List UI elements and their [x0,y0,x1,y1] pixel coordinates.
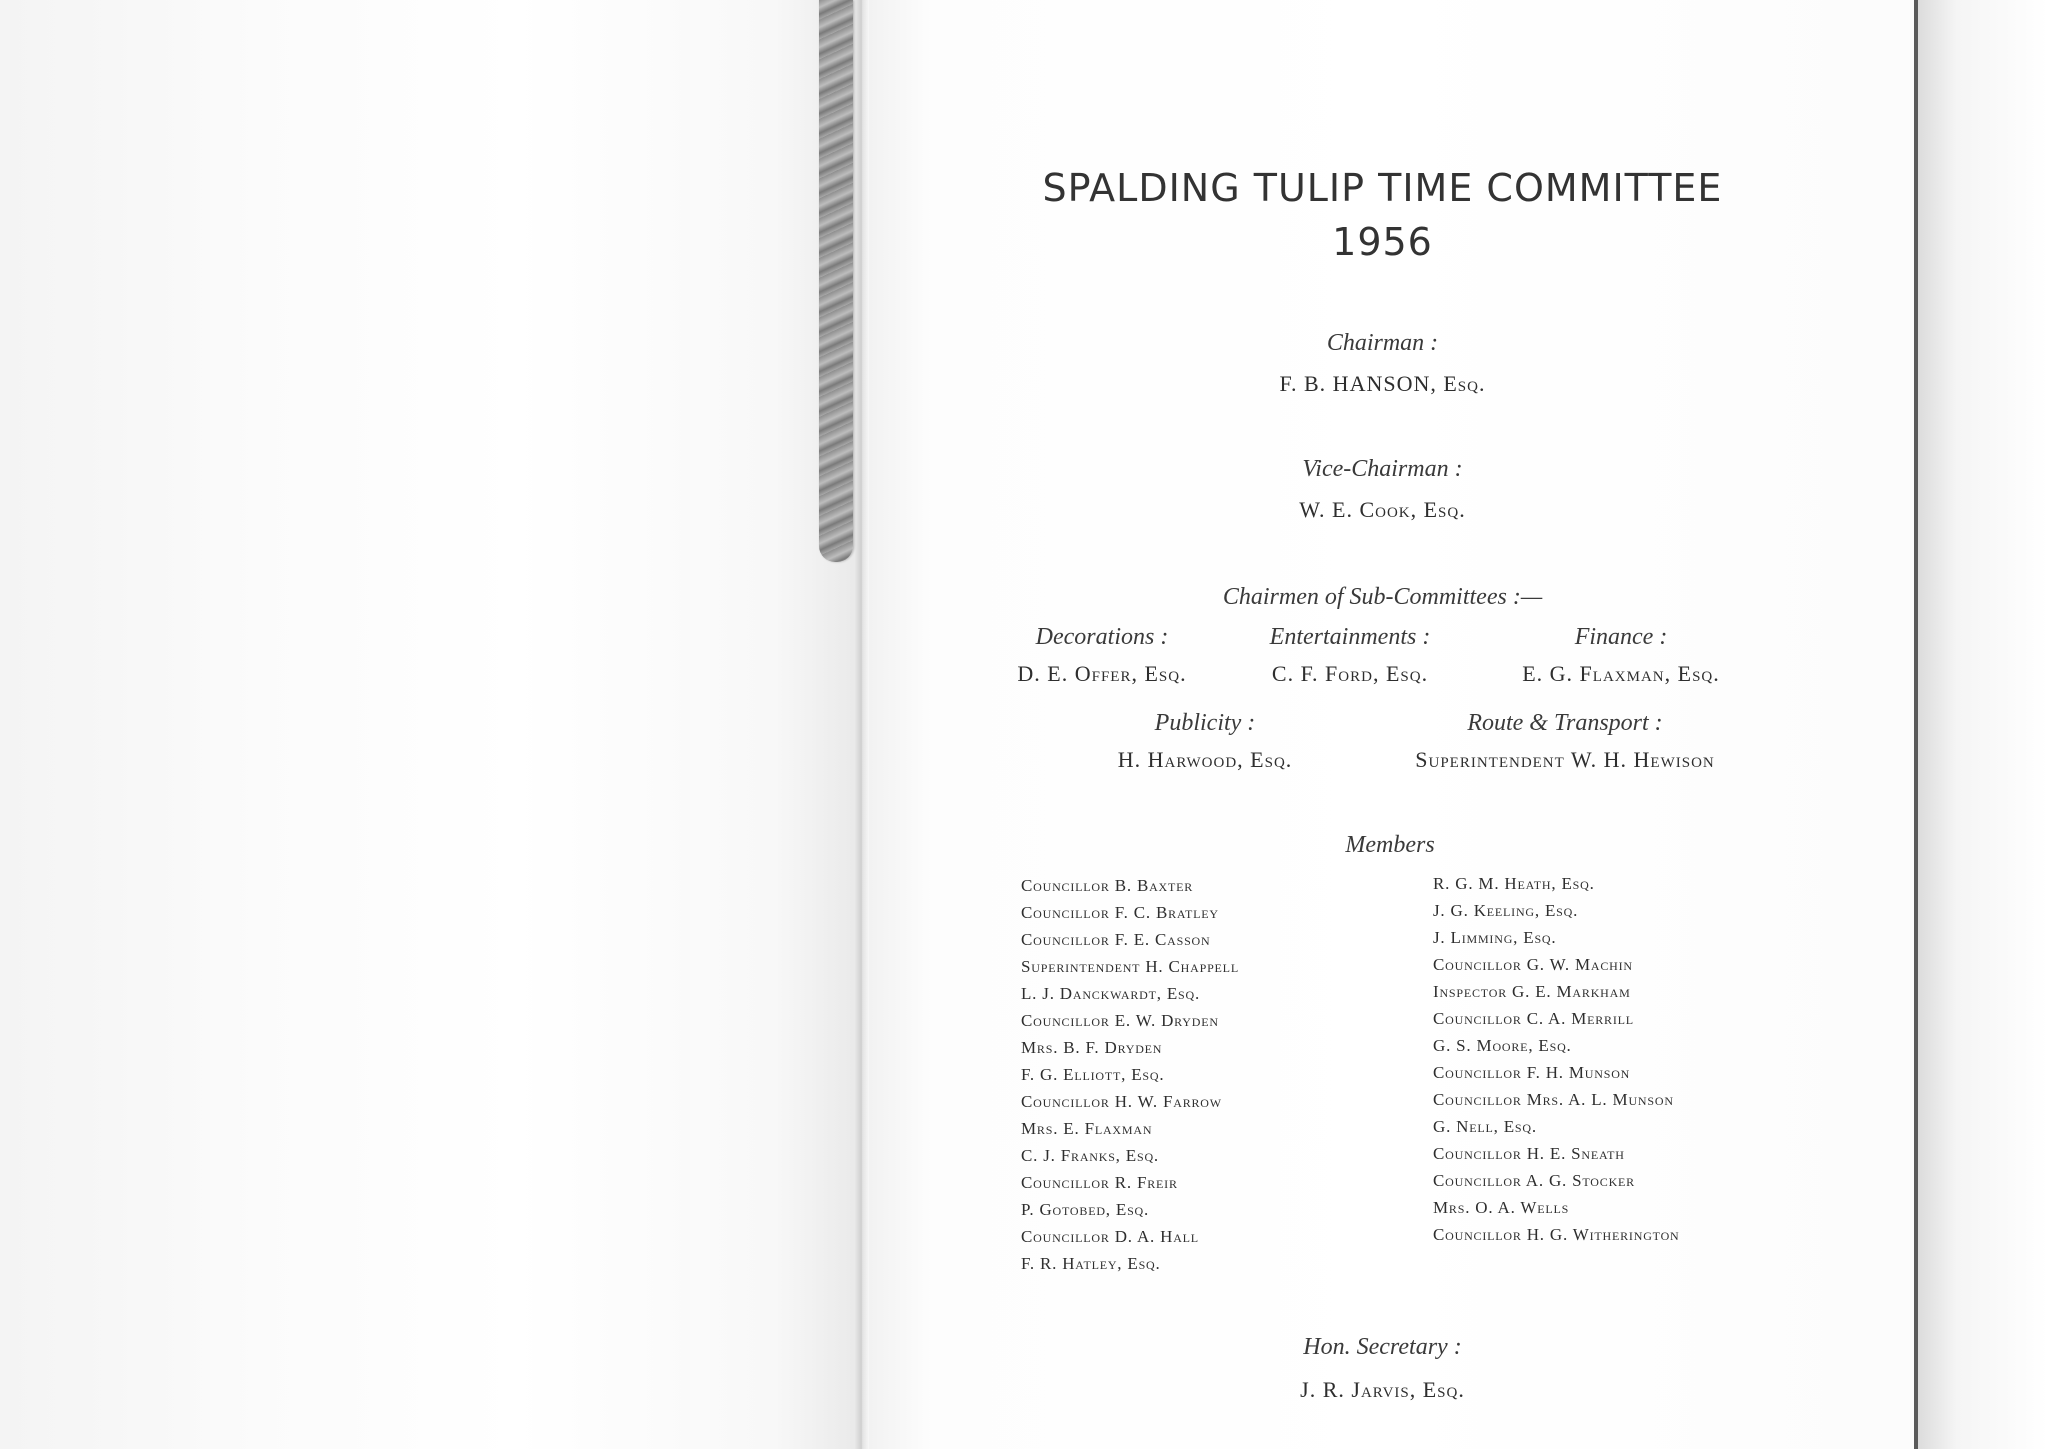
sub-committee-label: Entertainments : [1269,624,1431,650]
page-title: SPALDING TULIP TIME COMMITTEE [1042,166,1723,210]
sub-committee-name: E. G. Flaxman, Esq. [1522,661,1720,686]
member-name: Councillor Mrs. A. L. Munson [1433,1090,1674,1109]
sub-committee-label: Route & Transport : [1467,710,1663,736]
vice-chairman-block [940,456,1825,523]
member-name: J. G. Keeling, Esq. [1433,901,1579,920]
vice-chairman-name: W. E. Cook, Esq. [1299,497,1466,522]
sub-committee-decorations [1012,624,1192,687]
chairman-name: F. B. HANSON, Esq. [1279,371,1486,396]
member-name: C. J. Franks, Esq. [1021,1146,1159,1165]
member-name: Councillor H. G. Witherington [1433,1225,1680,1244]
secretary-name: J. R. Jarvis, Esq. [1300,1377,1465,1402]
member-name: Mrs. E. Flaxman [1021,1119,1153,1138]
members-left-column [1021,872,1239,1277]
member-name: G. Nell, Esq. [1433,1117,1537,1136]
member-name: R. G. M. Heath, Esq. [1433,874,1595,893]
sub-committee-finance [1496,624,1746,687]
member-name: Councillor H. W. Farrow [1021,1092,1222,1111]
sub-committee-name: C. F. Ford, Esq. [1271,661,1429,686]
sub-committee-label: Finance : [1574,624,1668,650]
sub-committee-label: Decorations : [1035,624,1169,650]
member-name: Councillor C. A. Merrill [1433,1009,1634,1028]
gutter-fold [855,0,869,1449]
member-name: Councillor A. G. Stocker [1433,1171,1635,1190]
vice-chairman-label: Vice-Chairman : [1302,456,1463,482]
member-name: Councillor R. Freir [1021,1173,1178,1192]
member-name: L. J. Danckwardt, Esq. [1021,984,1201,1003]
sub-committee-name: D. E. Offer, Esq. [1017,661,1187,686]
sub-committee-label: Publicity : [1154,710,1256,736]
member-name: Superintendent H. Chappell [1021,957,1239,976]
member-name: G. S. Moore, Esq. [1433,1036,1572,1055]
left-page [0,0,860,1449]
member-name: Mrs. B. F. Dryden [1021,1038,1163,1057]
member-name: Mrs. O. A. Wells [1433,1198,1570,1217]
sub-committee-name: Superintendent W. H. Hewison [1415,747,1715,772]
member-name: Councillor F. H. Munson [1433,1063,1631,1082]
member-name: F. G. Elliott, Esq. [1021,1065,1165,1084]
sub-committee-entertainments [1250,624,1450,687]
binding-cord [819,0,853,562]
member-name: Councillor F. E. Casson [1021,930,1211,949]
member-name: P. Gotobed, Esq. [1021,1200,1150,1219]
chairman-label: Chairman : [1326,330,1439,356]
back-cover-edge [1918,0,2048,1449]
members-right-column [1433,870,1680,1248]
secretary-block [940,1334,1825,1403]
sub-committees-heading: Chairmen of Sub-Committees :— [1222,584,1543,610]
member-name: Councillor E. W. Dryden [1021,1011,1219,1030]
page-year: 1956 [1332,220,1433,264]
member-name: Councillor G. W. Machin [1433,955,1633,974]
member-name: Councillor F. C. Bratley [1021,903,1219,922]
member-name: J. Limming, Esq. [1433,928,1557,947]
member-name: Councillor B. Baxter [1021,876,1194,895]
member-name: Inspector G. E. Markham [1433,982,1631,1001]
members-heading: Members [1345,832,1435,858]
secretary-label: Hon. Secretary : [1303,1334,1462,1360]
member-name: Councillor D. A. Hall [1021,1227,1199,1246]
member-name: F. R. Hatley, Esq. [1021,1254,1161,1273]
chairman-block [940,330,1825,397]
sub-committee-route-transport [1370,710,1760,773]
member-name: Councillor H. E. Sneath [1433,1144,1625,1163]
sub-committee-name: H. Harwood, Esq. [1117,747,1293,772]
sub-committee-publicity [1085,710,1325,773]
